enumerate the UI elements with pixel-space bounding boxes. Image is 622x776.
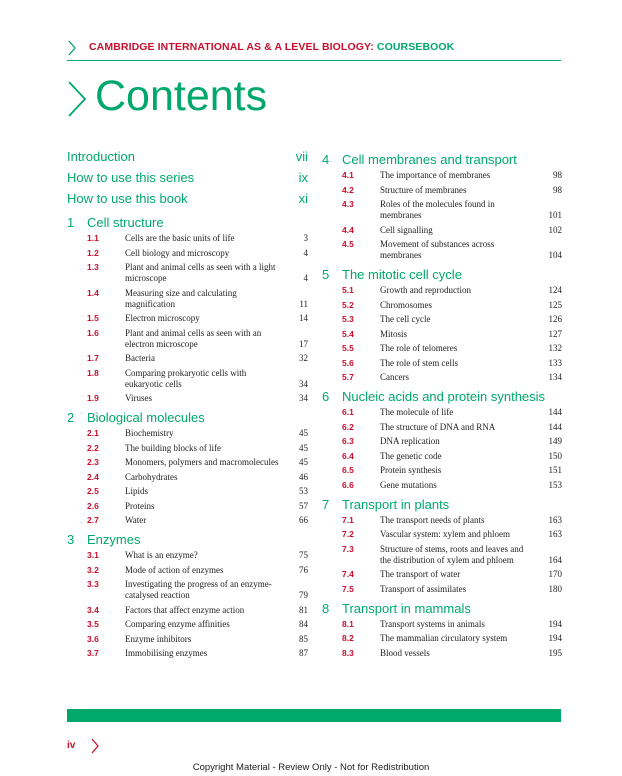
section-entry[interactable]: [322, 239, 562, 261]
section-page: 164: [548, 554, 562, 565]
running-header: [67, 38, 561, 60]
section-entry[interactable]: [322, 422, 562, 433]
section-number: 2.3: [87, 457, 99, 467]
prelim-entry[interactable]: [67, 167, 308, 188]
header-title: [89, 41, 454, 53]
section-title: Chromosomes: [380, 299, 433, 310]
section-number: 5.6: [342, 357, 354, 368]
prelims-list: [67, 146, 308, 209]
section-entry[interactable]: [67, 393, 308, 404]
section-entry[interactable]: [67, 248, 308, 259]
section-title: Proteins: [125, 500, 155, 511]
section-entry[interactable]: [322, 619, 562, 630]
section-title: The genetic code: [380, 450, 442, 461]
section-title: Plant and animal cells as seen with an electron microscope: [125, 327, 262, 349]
section-number: 7.1: [342, 514, 354, 525]
section-number: 2.7: [87, 515, 99, 525]
section-title: The molecule of life: [380, 407, 454, 417]
section-page: 34: [299, 378, 308, 389]
section-entry[interactable]: [322, 300, 562, 311]
chapter-number: 3: [67, 532, 75, 547]
section-entry[interactable]: [67, 472, 308, 483]
section-title: Movement of substances across membranes: [380, 239, 495, 260]
section-page: 125: [548, 299, 562, 310]
section-title: Water: [125, 515, 147, 525]
section-page: 45: [299, 442, 308, 453]
section-entry[interactable]: [67, 515, 308, 526]
section-number: 6.6: [342, 479, 354, 490]
section-number: 7.2: [342, 529, 354, 539]
chapter-number: 7: [322, 496, 330, 512]
chapter-number: 1: [67, 215, 75, 230]
section-entry[interactable]: [322, 569, 562, 580]
contents-column-left: [67, 146, 308, 663]
section-number: 1.6: [87, 327, 99, 338]
section-entry[interactable]: [67, 619, 308, 630]
section-number: 5.3: [342, 314, 354, 324]
section-page: 11: [299, 298, 308, 309]
section-number: 1.5: [87, 313, 99, 323]
section-title: Lipids: [125, 486, 149, 496]
section-entry[interactable]: [67, 634, 308, 645]
prelim-entry[interactable]: [67, 188, 308, 209]
section-entry[interactable]: [67, 501, 308, 512]
section-title: Immobilising enzymes: [125, 648, 208, 658]
section-page: 14: [299, 313, 308, 323]
section-title: Measuring size and calculating magnification: [125, 287, 237, 309]
section-entry[interactable]: [67, 353, 308, 364]
section-title: The role of telomeres: [380, 343, 458, 353]
section-entry[interactable]: [322, 185, 562, 196]
section-entry[interactable]: [67, 550, 308, 561]
page-title: Contents: [95, 72, 268, 120]
section-number: 2.6: [87, 500, 99, 511]
section-number: 3.4: [87, 604, 99, 615]
section-title: Viruses: [125, 393, 152, 403]
section-page: 163: [548, 529, 562, 539]
section-title: The importance of membranes: [380, 170, 491, 180]
section-number: 3.2: [87, 564, 99, 575]
chapter-heading[interactable]: [322, 265, 562, 285]
section-title: What is an enzyme?: [125, 550, 198, 560]
section-title: Cancers: [380, 372, 409, 382]
prelim-page: ix: [298, 170, 308, 185]
section-page: 194: [548, 633, 562, 643]
section-title: Cell biology and microscopy: [125, 247, 230, 258]
section-title: Transport of assimilates: [380, 583, 467, 594]
section-entry[interactable]: [322, 584, 562, 595]
section-page: 133: [548, 357, 562, 368]
section-page: 104: [548, 250, 562, 260]
section-page: 87: [299, 648, 308, 658]
section-title: Transport systems in animals: [380, 618, 485, 629]
section-number: 7.5: [342, 583, 354, 594]
section-page: 163: [548, 514, 562, 525]
section-number: 4.3: [342, 199, 354, 209]
section-number: 1.9: [87, 393, 99, 403]
chapter-heading[interactable]: [67, 408, 308, 428]
section-page: 98: [553, 184, 562, 195]
section-title: Comparing enzyme affinities: [125, 619, 230, 629]
section-entry[interactable]: [322, 480, 562, 491]
chapter-heading[interactable]: [67, 213, 308, 233]
section-title: Mitosis: [380, 328, 408, 339]
section-page: 46: [299, 471, 308, 482]
section-entry[interactable]: [67, 457, 308, 468]
section-page: 76: [299, 564, 308, 575]
section-entry[interactable]: [67, 565, 308, 576]
section-entry[interactable]: [322, 285, 562, 296]
chapter-title: Transport in mammals: [342, 600, 471, 616]
section-title: Bacteria: [125, 353, 155, 363]
section-number: 1.8: [87, 367, 99, 378]
section-number: 4.5: [342, 239, 354, 249]
chapter-number: 4: [322, 152, 330, 167]
section-title: Investigating the progress of an enzyme-catalysed reaction: [125, 579, 272, 600]
section-title: The transport needs of plants: [380, 514, 485, 525]
section-number: 7.3: [342, 543, 354, 554]
section-page: 4: [303, 273, 308, 283]
chapters-list-right: [322, 150, 562, 659]
section-number: 5.2: [342, 299, 354, 310]
section-number: 6.3: [342, 436, 354, 446]
section-entry[interactable]: [322, 515, 562, 526]
section-page: 132: [548, 343, 562, 353]
prelim-entry[interactable]: [67, 146, 308, 167]
chapter-heading[interactable]: [322, 599, 562, 619]
header-series: CAMBRIDGE INTERNATIONAL AS & A LEVEL BIOLOGY:: [89, 41, 377, 53]
section-page: 144: [548, 407, 562, 417]
section-number: 6.2: [342, 421, 354, 432]
section-page: 34: [299, 393, 308, 403]
section-page: 101: [548, 210, 562, 220]
section-title: The cell cycle: [380, 314, 431, 324]
section-entry[interactable]: [322, 170, 562, 181]
chapter-number: 8: [322, 600, 330, 616]
chevron-right-icon: [66, 80, 88, 118]
section-entry[interactable]: [67, 428, 308, 439]
chevron-right-icon: [67, 39, 77, 57]
section-page: 57: [299, 500, 308, 511]
section-entry[interactable]: [67, 443, 308, 454]
section-title: Protein synthesis: [380, 465, 442, 475]
section-entry[interactable]: [67, 486, 308, 497]
header-rule: [67, 60, 561, 61]
chapter-title: Transport in plants: [342, 496, 450, 512]
section-page: 144: [548, 421, 562, 432]
section-number: 2.4: [87, 471, 99, 482]
section-title: Blood vessels: [380, 647, 430, 658]
section-number: 7.4: [342, 569, 354, 579]
section-page: 45: [299, 457, 308, 467]
section-number: 1.1: [87, 233, 99, 243]
section-entry[interactable]: [322, 633, 562, 644]
section-entry[interactable]: [322, 407, 562, 418]
footer-bar: [67, 709, 561, 722]
section-number: 1.4: [87, 287, 99, 298]
section-number: 4.2: [342, 184, 354, 195]
section-entry[interactable]: [67, 368, 308, 390]
prelim-title: How to use this series: [67, 170, 195, 185]
section-page: 126: [548, 314, 562, 324]
chapter-title: Cell structure: [87, 215, 164, 230]
section-number: 1.2: [87, 247, 99, 258]
section-title: Roles of the molecules found in membranes: [380, 199, 495, 220]
section-entry[interactable]: [67, 288, 308, 310]
section-entry[interactable]: [322, 451, 562, 462]
section-entry[interactable]: [322, 329, 562, 340]
section-entry[interactable]: [67, 605, 308, 616]
section-page: 149: [548, 436, 562, 446]
chapter-title: Cell membranes and transport: [342, 152, 517, 167]
section-page: 150: [548, 450, 562, 461]
chapter-number: 5: [322, 267, 330, 282]
section-entry[interactable]: [67, 328, 308, 350]
section-title: Cell signalling: [380, 224, 433, 235]
section-page: 195: [548, 647, 562, 658]
page-number: iv: [67, 740, 76, 751]
section-number: 8.2: [342, 633, 354, 643]
section-number: 5.7: [342, 372, 354, 382]
chapters-list-left: [67, 213, 308, 659]
section-page: 153: [548, 479, 562, 490]
section-number: 8.1: [342, 618, 354, 629]
section-title: Carbohydrates: [125, 471, 178, 482]
section-title: Electron microscopy: [125, 313, 200, 323]
prelim-title: Introduction: [67, 149, 135, 164]
section-title: Plant and animal cells as seen with a light microscope: [125, 262, 276, 283]
section-title: Mode of action of enzymes: [125, 564, 224, 575]
section-number: 8.3: [342, 647, 354, 658]
section-title: Enzyme inhibitors: [125, 633, 192, 644]
section-page: 66: [299, 515, 308, 525]
section-number: 3.1: [87, 550, 99, 560]
section-number: 3.7: [87, 648, 99, 658]
section-title: Vascular system: xylem and phloem: [380, 529, 510, 539]
contents-column-right: [322, 146, 562, 662]
section-title: Comparing prokaryotic cells with eukaryotic cells: [125, 367, 247, 389]
section-page: 102: [548, 224, 562, 235]
section-number: 2.1: [87, 428, 99, 438]
section-entry[interactable]: [67, 262, 308, 284]
section-entry[interactable]: [322, 199, 562, 221]
section-page: 151: [548, 465, 562, 475]
section-entry[interactable]: [67, 648, 308, 659]
section-page: 84: [299, 619, 308, 629]
section-entry[interactable]: [322, 358, 562, 369]
section-number: 5.1: [342, 285, 354, 295]
section-page: 53: [299, 486, 308, 496]
section-title: The mammalian circulatory system: [380, 633, 508, 643]
section-number: 4.1: [342, 170, 354, 180]
section-entry[interactable]: [322, 544, 562, 566]
section-entry[interactable]: [322, 372, 562, 383]
section-page: 127: [548, 328, 562, 339]
chapter-title: Nucleic acids and protein synthesis: [342, 389, 546, 404]
section-number: 2.5: [87, 486, 99, 496]
header-book-type: COURSEBOOK: [376, 41, 455, 53]
chapter-heading[interactable]: [322, 150, 562, 170]
section-number: 6.1: [342, 407, 354, 417]
section-title: Structure of stems, roots and leaves and the distribution of xylem and phloem: [380, 543, 524, 565]
section-page: 194: [548, 618, 562, 629]
chapter-title: The mitotic cell cycle: [342, 267, 462, 282]
section-number: 1.3: [87, 262, 99, 272]
chapter-heading[interactable]: [67, 530, 308, 550]
section-number: 6.4: [342, 450, 354, 461]
section-number: 5.4: [342, 328, 354, 339]
section-title: Cells are the basic units of life: [125, 233, 235, 243]
section-page: 170: [548, 569, 562, 579]
section-entry[interactable]: [322, 314, 562, 325]
section-page: 180: [548, 583, 562, 594]
section-number: 1.7: [87, 353, 99, 363]
section-number: 3.3: [87, 579, 99, 589]
chapter-title: Enzymes: [87, 532, 141, 547]
chapter-number: 2: [67, 410, 75, 425]
section-number: 2.2: [87, 442, 99, 453]
section-page: 32: [299, 353, 308, 363]
section-number: 3.5: [87, 619, 99, 629]
section-page: 98: [553, 170, 562, 180]
copyright-notice: Copyright Material - Review Only - Not for Redistribution: [192, 762, 430, 773]
section-entry[interactable]: [322, 343, 562, 354]
section-title: The transport of water: [380, 569, 461, 579]
section-entry[interactable]: [322, 529, 562, 540]
section-title: Gene mutations: [380, 479, 437, 490]
section-title: The building blocks of life: [125, 442, 221, 453]
section-number: 4.4: [342, 224, 354, 235]
section-title: The structure of DNA and RNA: [380, 421, 496, 432]
prelim-title: How to use this book: [67, 191, 188, 206]
section-number: 5.5: [342, 343, 354, 353]
chapter-heading[interactable]: [322, 495, 562, 515]
section-page: 124: [548, 285, 562, 295]
section-title: Structure of membranes: [380, 184, 467, 195]
section-page: 4: [303, 247, 308, 258]
section-title: Monomers, polymers and macromolecules: [125, 457, 279, 467]
section-entry[interactable]: [67, 313, 308, 324]
prelim-page: xi: [298, 191, 308, 206]
section-entry[interactable]: [322, 225, 562, 236]
section-page: 81: [299, 604, 308, 615]
section-number: 3.6: [87, 633, 99, 644]
section-page: 85: [299, 633, 308, 644]
chapter-heading[interactable]: [322, 387, 562, 407]
prelim-page: vii: [295, 149, 308, 164]
chevron-right-icon: [90, 737, 100, 755]
section-page: 3: [303, 233, 308, 243]
section-title: Growth and reproduction: [380, 285, 471, 295]
section-entry[interactable]: [322, 648, 562, 659]
section-title: Factors that affect enzyme action: [125, 604, 245, 615]
section-title: DNA replication: [380, 436, 440, 446]
section-entry[interactable]: [67, 233, 308, 244]
section-entry[interactable]: [322, 436, 562, 447]
chapter-number: 6: [322, 389, 330, 404]
section-page: 17: [299, 338, 308, 349]
section-number: 6.5: [342, 465, 354, 475]
section-title: The role of stem cells: [380, 357, 458, 368]
section-title: Biochemistry: [125, 428, 174, 438]
section-page: 79: [299, 590, 308, 600]
section-page: 75: [299, 550, 308, 560]
chapter-title: Biological molecules: [87, 410, 205, 425]
section-entry[interactable]: [322, 465, 562, 476]
section-entry[interactable]: [67, 579, 308, 601]
section-page: 45: [299, 428, 308, 438]
section-page: 134: [548, 372, 562, 382]
